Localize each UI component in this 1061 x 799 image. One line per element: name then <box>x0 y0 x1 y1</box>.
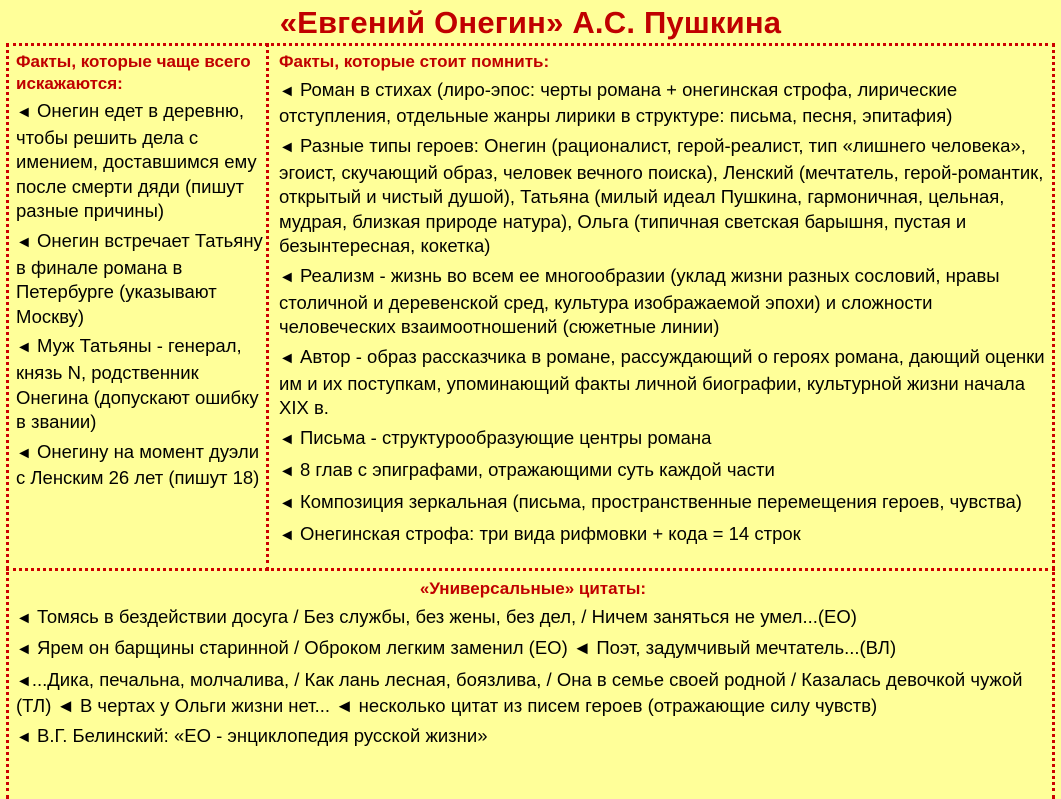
page-title: «Евгений Онегин» А.С. Пушкина <box>279 5 782 40</box>
list-item <box>16 605 1050 632</box>
bullet-arrow-icon: ◄ <box>279 269 295 287</box>
section-divider <box>6 568 1055 571</box>
bullet-arrow-icon: ◄ <box>16 672 32 690</box>
list-item <box>279 78 1051 129</box>
list-item <box>16 229 264 329</box>
column-divider <box>266 43 269 571</box>
list-item-text: Реализм - жизнь во всем ее многообразии (уклад жизни разных сословий, нравы столичной и деревенской сред, культура изображаемой эпохи) и сложности человеческих взаимоотношений (сюжетные линии) <box>279 265 1000 338</box>
bullet-arrow-icon: ◄ <box>279 350 295 368</box>
list-item-text: Онегину на момент дуэли с Ленским 26 лет (пишут 18) <box>16 440 260 489</box>
list-item <box>279 134 1051 259</box>
list-item <box>279 345 1051 421</box>
quotes-heading: «Универсальные» цитаты: <box>419 579 647 598</box>
list-item <box>16 440 264 491</box>
list-item-text: 8 глав с эпиграфами, отражающими суть каждой части <box>299 458 775 480</box>
list-item-text: Онегин едет в деревню, чтобы решить дела с имением, доставшимся ему после смерти дяди (пишут разные причины) <box>16 100 257 222</box>
list-item-text: Письма - структурообразующие центры романа <box>299 427 712 449</box>
bullet-arrow-icon: ◄ <box>16 641 32 659</box>
bullet-arrow-icon: ◄ <box>16 444 32 462</box>
bullet-arrow-icon: ◄ <box>279 526 295 544</box>
list-item-text: Томясь в бездействии досуга / Без службы, без жены, без дел, / Ничем заняться не умел...(ЕО) <box>36 605 857 627</box>
list-item-text: Разные типы героев: Онегин (рационалист, герой-реалист, тип «лишнего человека», эгоист, скучающий образ, человек вечного поиска), Ленский (мечтатель, герой-романтик, открытый и чистый душой), Татьяна (милый идеал Пушкина, гармоничная, цельная, мудрая, близкая природе натура), Ольга (типичная светская барышня, пустая и безынтересная, кокетка) <box>279 135 1044 257</box>
bullet-arrow-icon: ◄ <box>16 728 32 746</box>
list-item-text: Роман в стихах (лиро-эпос: черты романа + онегинская строфа, лирические отступления, отдельные жанры лирики в структуре: письма, песня, эпитафия) <box>279 78 958 127</box>
universal-quotes-section <box>16 578 1050 750</box>
bullet-arrow-icon: ◄ <box>279 494 295 512</box>
list-item <box>16 724 1050 751</box>
list-item <box>279 426 1051 453</box>
list-item <box>279 458 1051 485</box>
list-item-text: Автор - образ рассказчика в романе, рассуждающий о героях романа, дающий оценки им и их поступкам, упоминающий факты личной биографии, культурной жизни начала XIX в. <box>279 346 1045 419</box>
bullet-arrow-icon: ◄ <box>279 462 295 480</box>
left-column-distorted-facts <box>16 51 264 491</box>
bullet-arrow-icon: ◄ <box>279 139 295 157</box>
list-item-text: Муж Татьяны - генерал, князь N, родственник Онегина (допускают ошибку в звании) <box>16 335 259 433</box>
list-item <box>279 490 1051 517</box>
list-item <box>16 668 1050 719</box>
bullet-arrow-icon: ◄ <box>279 431 295 449</box>
list-item <box>16 636 1050 663</box>
list-item <box>279 264 1051 340</box>
bullet-arrow-icon: ◄ <box>16 609 32 627</box>
bullet-arrow-icon: ◄ <box>16 339 32 357</box>
bullet-arrow-icon: ◄ <box>16 233 32 251</box>
list-item <box>16 99 264 224</box>
right-column-facts-to-remember <box>279 51 1051 548</box>
list-item-text: Ярем он барщины старинной / Оброком легким заменил (ЕО) ◄ Поэт, задумчивый мечтатель...(ВЛ) <box>36 637 897 659</box>
list-item-text: Онегинская строфа: три вида рифмовки + кода = 14 строк <box>299 522 801 544</box>
bullet-arrow-icon: ◄ <box>16 104 32 121</box>
list-item-text: ...Дика, печальна, молчалива, / Как лань лесная, боязлива, / Она в семье своей родной / Казалась девочкой чужой (ТЛ) ◄ В чертах у Ольги жизни нет... ◄ несколько цитат из писем героев (отражающие силу чувств) <box>16 668 1023 717</box>
list-item <box>279 522 1051 549</box>
right-column-heading: Факты, которые стоит помнить: <box>279 52 550 71</box>
left-column-heading: Факты, которые чаще всего искажаются: <box>16 52 251 93</box>
list-item-text: Онегин встречает Татьяну в финале романа в Петербурге (указывают Москву) <box>16 229 263 327</box>
bullet-arrow-icon: ◄ <box>279 82 295 100</box>
list-item-text: Композиция зеркальная (письма, пространственные перемещения героев, чувства) <box>299 490 1022 512</box>
list-item-text: В.Г. Белинский: «ЕО - энциклопедия русской жизни» <box>36 724 488 746</box>
list-item <box>16 334 264 434</box>
